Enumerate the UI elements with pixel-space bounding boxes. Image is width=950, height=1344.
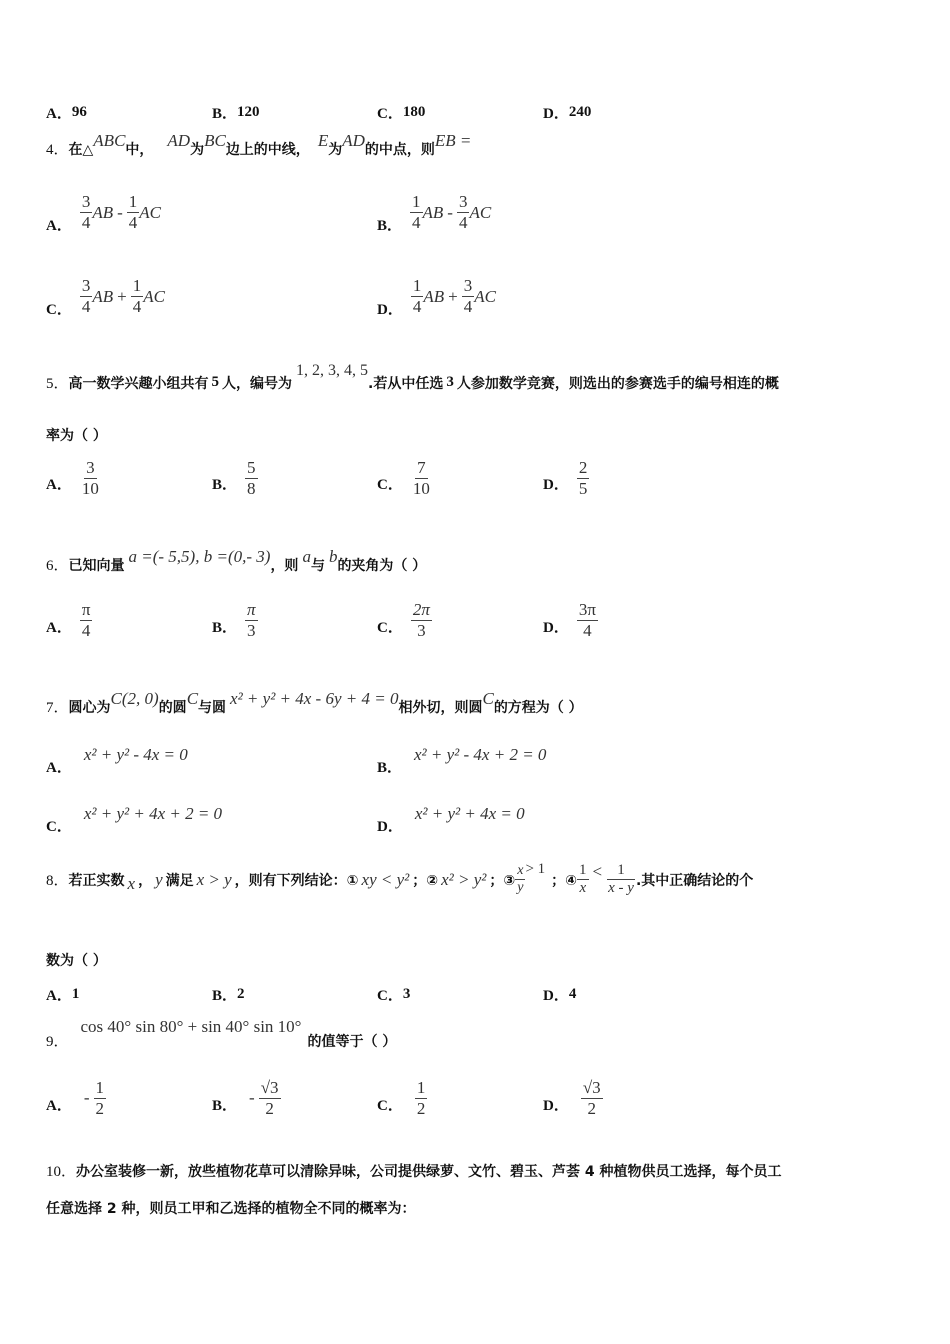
q4-option-a: A． $\frac{3}{4}$ AB - $\frac{1}{4}$ AC: [46, 192, 162, 234]
q5-option-c: C． $\frac{7}{10}$: [377, 458, 430, 498]
q7-option-a: A． x² + y² - 4x = 0: [46, 744, 188, 776]
q5-option-d: D． $\frac{2}{5}$: [543, 458, 588, 498]
q4-stem: 4． 在△ ABC 中， AD 为 BC 边上的中线， E 为 AD 的中点，则 EB =: [46, 130, 472, 158]
q8-option-c: C． 3: [377, 986, 411, 1004]
q5-option-a: A． $\frac{3}{10}$: [46, 458, 99, 498]
q7-option-d: D． x² + y² + 4x = 0: [377, 803, 525, 835]
q7-option-b: B． x² + y² - 4x + 2 = 0: [377, 744, 547, 776]
q9-stem: 9． cos 40° sin 80° + sin 40° sin 10° 的值等于（ ）: [46, 1016, 397, 1050]
q8-stem-line2: 数为（ ）: [46, 953, 107, 969]
q6-option-d: D． $\frac{3\pi}{4}$: [543, 600, 596, 640]
q6-stem: 6． 已知向量 a =(- 5,5), b =(0,- 3) ，则 a 与 b 的夹角为（ ）: [46, 546, 427, 574]
q9-option-a: A． - $\frac{1}{2}$: [46, 1078, 105, 1118]
q6-option-a: A． $\frac{\pi}{4}$: [46, 600, 91, 640]
option-value: 240: [568, 104, 592, 120]
option-value: 180: [402, 104, 426, 120]
q9-option-c: C． $\frac{1}{2}$: [377, 1078, 426, 1118]
q3-option-a: A． 96: [46, 104, 87, 122]
q4-option-b: B． $\frac{1}{4}$ AB - $\frac{3}{4}$ AC: [377, 192, 492, 234]
option-value: 96: [71, 104, 87, 120]
q8-option-a: A． 1: [46, 986, 80, 1004]
q6-option-c: C． $\frac{2\pi}{3}$: [377, 600, 430, 640]
q8-option-d: D． 4: [543, 986, 577, 1004]
q7-option-c: C． x² + y² + 4x + 2 = 0: [46, 803, 223, 835]
q8-stem: 8． 若正实数 x ， y 满足 x > y ，则有下列结论：① xy < y² ；② x² > y² ；③ $\frac{x}{y}$ > 1 ；④ $\frac{1}{x}$ < $\frac{1}{x - y}$ .其中正确结论的个: [46, 861, 754, 897]
q5-option-b: B． $\frac{5}{8}$: [212, 458, 256, 498]
q8-option-b: B． 2: [212, 986, 245, 1004]
q7-stem: 7． 圆心为 C(2, 0) 的圆 C 与圆 x² + y² + 4x - 6y + 4 = 0 相外切，则圆 C 的方程为（ ）: [46, 688, 583, 716]
q3-option-b: B． 120: [212, 104, 260, 122]
q4-option-d: D． $\frac{1}{4}$ AB + $\frac{3}{4}$ AC: [377, 276, 496, 318]
q9-option-d: D． $\frac{√3}{2}$: [543, 1078, 601, 1118]
q4-option-c: C． $\frac{3}{4}$ AB + $\frac{1}{4}$ AC: [46, 276, 165, 318]
q5-stem-line2: 率为（ ）: [46, 428, 107, 444]
q9-option-b: B． - $\frac{√3}{2}$: [212, 1078, 279, 1118]
q6-option-b: B． $\frac{\pi}{3}$: [212, 600, 256, 640]
option-value: 120: [237, 104, 260, 120]
q5-stem: 5． 高一数学兴趣小组共有 5 人，编号为 1, 2, 3, 4, 5 .若从中任选 3 人参加数学竞赛，则选出的参赛选手的编号相连的概: [46, 361, 779, 392]
q10-stem: 10． 办公室装修一新，放些植物花草可以清除异味，公司提供绿萝、文竹、碧玉、芦荟 4 种植物供员工选择，每个员工: [46, 1163, 782, 1180]
q3-option-d: D． 240: [543, 104, 592, 122]
q10-stem-line2: 任意选择 2 种，则员工甲和乙选择的植物全不同的概率为：: [46, 1201, 416, 1217]
q3-option-c: C． 180: [377, 104, 426, 122]
